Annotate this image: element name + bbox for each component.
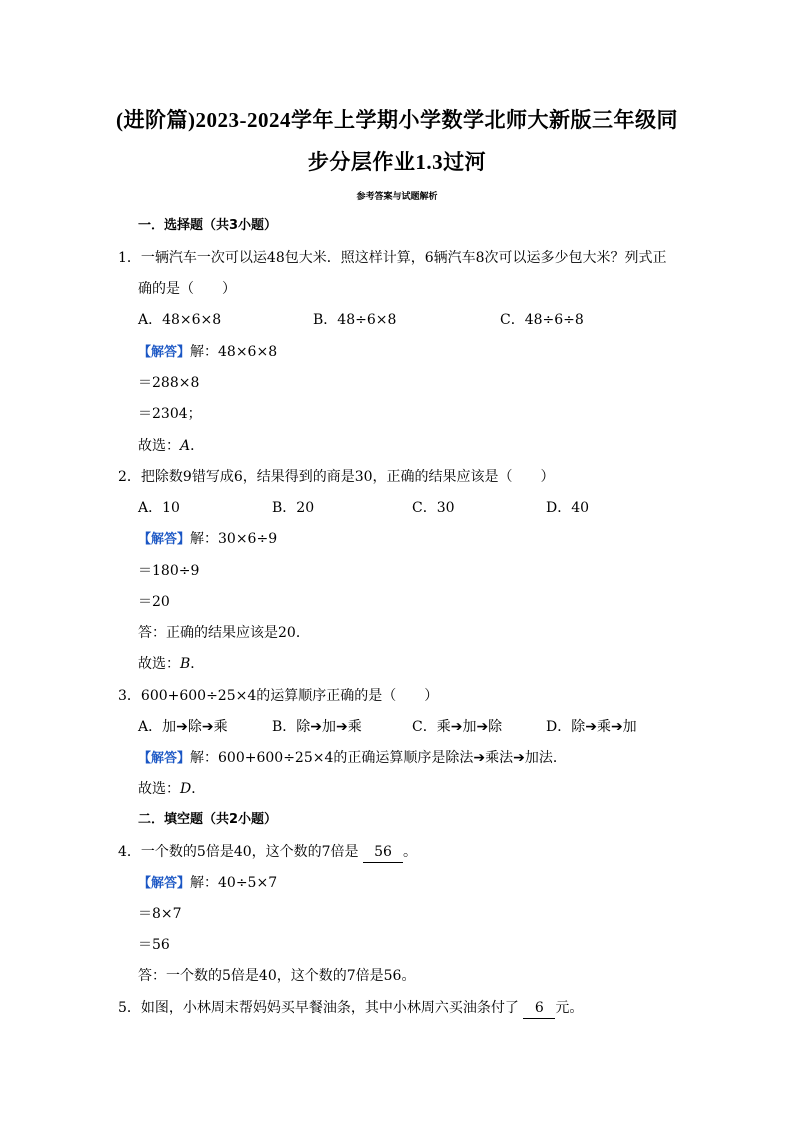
question-text-end: 。 <box>403 844 417 860</box>
question-4-answer: 答：一个数的5倍是40，这个数的7倍是56。 <box>138 968 416 984</box>
question-5-stem <box>118 998 583 1019</box>
page-title-line2: 步分层作业1.3过河 <box>307 150 487 174</box>
answer-blank: 6 <box>523 998 555 1019</box>
choice-letter: B <box>180 656 191 672</box>
solution-line: 解：600+600÷25×4的正确运算顺序是除法➔乘法➔加法． <box>190 750 567 766</box>
question-2-option-b: B．20 <box>272 500 315 516</box>
question-2-option-c: C．30 <box>412 500 455 516</box>
choice-letter: D <box>180 781 192 797</box>
question-1-choice <box>138 436 204 456</box>
question-4-stem <box>118 842 417 863</box>
solution-line: ＝56 <box>138 937 170 953</box>
question-3-solution <box>138 748 567 769</box>
page-title-line1: (进阶篇)2023-2024学年上学期小学数学北师大新版三年级同 <box>116 108 678 132</box>
question-3-stem: 3．600+600÷25×4的运算顺序正确的是（ ） <box>118 688 439 704</box>
answer-tag: 【解答】 <box>138 876 191 891</box>
question-2-choice <box>138 654 204 674</box>
choice-letter: A <box>180 438 191 454</box>
answer-tag: 【解答】 <box>138 345 191 360</box>
answer-tag: 【解答】 <box>138 751 191 766</box>
solution-line: 解：30×6÷9 <box>190 531 278 547</box>
solution-line: ＝288×8 <box>138 375 200 391</box>
question-1-stem: 1．一辆汽车一次可以运48包大米．照这样计算，6辆汽车8次可以运多少包大米？列式正 <box>118 250 667 266</box>
question-text: 5．如图，小林周末帮妈妈买早餐油条，其中小林周六买油条付了 <box>118 1000 519 1016</box>
question-2-option-d: D．40 <box>546 500 590 516</box>
choice-prefix: 故选： <box>138 438 180 454</box>
choice-suffix: ． <box>191 781 206 797</box>
solution-line: 解：40÷5×7 <box>190 875 278 891</box>
question-3-option-d: D．除➔乘➔加 <box>546 719 637 735</box>
question-1-solution <box>138 342 277 363</box>
section-heading-fill: 二．填空题（共2小题） <box>138 812 278 827</box>
question-2-stem: 2．把除数9错写成6，结果得到的商是30，正确的结果应该是（ ） <box>118 469 555 485</box>
question-text-end: 元。 <box>555 1000 584 1016</box>
question-text: 4．一个数的5倍是40，这个数的7倍是 <box>118 844 359 860</box>
question-1-option-a: A．48×6×8 <box>138 312 222 328</box>
question-3-option-b: B．除➔加➔乘 <box>272 719 362 735</box>
solution-line: ＝2304； <box>138 406 202 422</box>
question-3-choice <box>138 779 205 799</box>
question-1-option-c: C．48÷6÷8 <box>500 312 584 328</box>
question-2-option-a: A．10 <box>138 500 180 516</box>
choice-prefix: 故选： <box>138 781 180 797</box>
solution-line: 解：48×6×8 <box>190 344 278 360</box>
question-1-option-b: B．48÷6×8 <box>313 312 397 328</box>
page-subtitle: 参考答案与试题解析 <box>356 192 438 202</box>
solution-line: ＝180÷9 <box>138 563 200 579</box>
choice-suffix: ． <box>190 438 205 454</box>
choice-prefix: 故选： <box>138 656 180 672</box>
choice-suffix: ． <box>190 656 205 672</box>
section-heading-choice: 一．选择题（共3小题） <box>138 218 278 233</box>
solution-line: ＝20 <box>138 594 170 610</box>
question-3-option-c: C．乘➔加➔除 <box>412 719 503 735</box>
question-1-stem-cont: 确的是（ ） <box>138 281 236 297</box>
question-4-solution <box>138 873 277 894</box>
answer-blank: 56 <box>363 842 403 863</box>
question-2-solution <box>138 529 277 550</box>
question-3-option-a: A．加➔除➔乘 <box>138 719 228 735</box>
solution-line: ＝8×7 <box>138 906 182 922</box>
question-2-answer: 答：正确的结果应该是20． <box>138 625 310 641</box>
answer-tag: 【解答】 <box>138 532 191 547</box>
